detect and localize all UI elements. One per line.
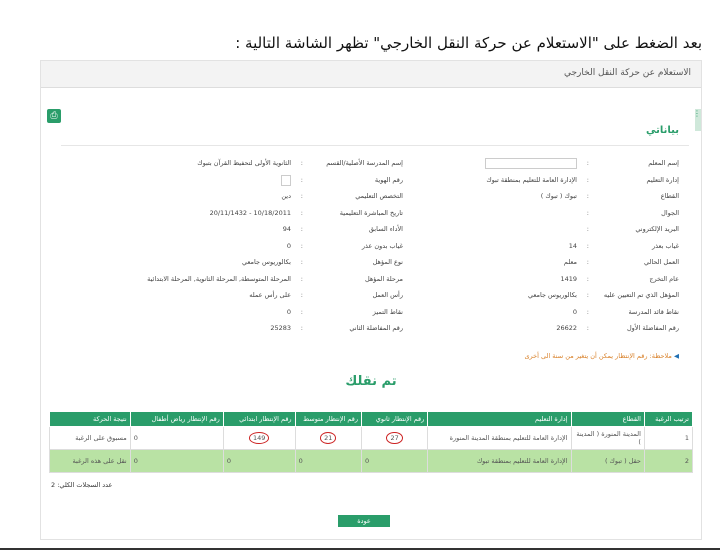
- school-field-label: تاريخ المباشرة التعليمية: [339, 208, 403, 217]
- column-header: رقم الإنتظار رياض أطفال: [130, 412, 223, 427]
- school-field-label: رقم المفاضلة الثاني: [349, 324, 403, 332]
- column-header: ترتيب الرغبة: [644, 412, 692, 427]
- teacher-field-colon: :: [586, 291, 589, 299]
- teacher-field-colon: :: [586, 159, 589, 167]
- school-field-value: الثانوية الأولى لتحفيظ القرآن بتبوك: [197, 159, 291, 167]
- table-cell: 2: [644, 450, 692, 473]
- school-field-colon: :: [300, 225, 303, 233]
- column-header: القطاع: [571, 412, 644, 427]
- teacher-field-label: البريد الإلكتروني: [635, 225, 679, 233]
- teacher-field-colon: :: [586, 324, 589, 332]
- table-cell: الإدارة العامة للتعليم بمنطقة تبوك: [428, 450, 571, 473]
- teacher-field-label: عام التخرج: [649, 274, 679, 283]
- school-field-colon: :: [300, 175, 303, 184]
- teacher-field-label: العمل الحالي: [643, 258, 679, 266]
- table-row: [50, 427, 693, 450]
- teacher-field-colon: :: [586, 175, 589, 184]
- school-field-value: 0: [286, 307, 291, 316]
- table-cell: 0: [361, 450, 427, 473]
- teacher-field-value: الإدارة العامة للتعليم بمنطقة تبوك: [486, 175, 577, 184]
- instruction-caption: بعد الضغط على "الاستعلام عن حركة النقل الخارجي" تظهر الشاشة التالية :: [235, 34, 702, 52]
- screenshot-frame: [40, 60, 702, 540]
- circled-waiting-number: 149: [249, 432, 269, 444]
- waiting-number-note: [524, 352, 679, 360]
- back-button[interactable]: عودة: [338, 515, 390, 527]
- bottom-divider: [0, 548, 720, 550]
- school-field-colon: :: [300, 291, 303, 299]
- school-field-label: مرحلة المؤهل: [364, 274, 403, 283]
- table-body: [50, 427, 693, 473]
- teacher-field-colon: :: [586, 307, 589, 316]
- table-header-row: [50, 412, 693, 427]
- teacher-field-value: معلم: [563, 258, 577, 266]
- school-field-input[interactable]: [281, 175, 291, 186]
- school-field-value: على رأس عمله: [249, 291, 291, 299]
- teacher-field-label: غياب بعذر: [651, 241, 679, 250]
- teacher-field-value: 14: [568, 241, 577, 250]
- table-cell: 0: [295, 450, 361, 473]
- table-cell: [223, 427, 295, 450]
- table-cell: [295, 427, 361, 450]
- teacher-field-label: القطاع: [660, 192, 679, 200]
- school-field-label: التخصص التعليمي: [355, 192, 403, 200]
- print-icon[interactable]: ⎙: [47, 109, 61, 123]
- column-header: رقم الإنتظار ابتدائي: [223, 412, 295, 427]
- school-field-value: المرحلة المتوسطة, المرحلة الثانوية, المرحلة الابتدائية: [147, 274, 291, 283]
- page-title: الاستعلام عن حركة النقل الخارجي: [563, 68, 691, 78]
- school-field-colon: :: [300, 241, 303, 250]
- note-text: ملاحظة: رقم الإنتظار يمكن أن يتغير من سنة الى أخرى: [524, 352, 672, 360]
- school-field-value: بكالوريوس جامعي: [241, 258, 291, 266]
- teacher-field-value: 26622: [556, 324, 577, 332]
- table-row: [50, 450, 693, 473]
- table-cell: مسبوق على الرغبة: [50, 427, 131, 450]
- table-cell: الإدارة العامة للتعليم بمنطقة المدينة المنورة: [428, 427, 571, 450]
- school-field-value: 10/18/2011 - 20/11/1432: [209, 208, 291, 217]
- school-field-colon: :: [300, 159, 303, 167]
- school-field-label: الأداء السابق: [368, 225, 403, 233]
- circled-waiting-number: 21: [320, 432, 336, 444]
- table-cell: [361, 427, 427, 450]
- school-field-colon: :: [300, 192, 303, 200]
- school-field-value: 25283: [270, 324, 291, 332]
- table-cell: 0: [223, 450, 295, 473]
- teacher-field-label: إسم المعلم: [648, 159, 679, 167]
- teacher-field-colon: :: [586, 192, 589, 200]
- teacher-field-colon: :: [586, 208, 589, 217]
- school-field-value: 94: [282, 225, 291, 233]
- school-field-colon: :: [300, 307, 303, 316]
- teacher-field-value: 1419: [560, 274, 577, 283]
- circled-waiting-number: 27: [386, 432, 402, 444]
- teacher-field-input[interactable]: [485, 158, 577, 169]
- column-header: نتيجة الحركة: [50, 412, 131, 427]
- teacher-field-value: بكالوريوس جامعي: [527, 291, 577, 299]
- column-header: إدارة التعليم: [428, 412, 571, 427]
- table-cell: نقل على هذه الرغبة: [50, 450, 131, 473]
- section-title: بياناتي: [646, 125, 679, 136]
- school-field-label: رقم الهوية: [374, 175, 403, 184]
- school-field-label: نوع المؤهل: [372, 258, 403, 266]
- top-bar: [41, 61, 701, 88]
- table-cell: 0: [130, 450, 223, 473]
- table-cell: حقل ( تبوك ): [571, 450, 644, 473]
- school-field-label: رأس العمل: [372, 291, 403, 299]
- school-field-colon: :: [300, 324, 303, 332]
- school-field-label: إسم المدرسة الأصلية/القسم: [326, 159, 403, 167]
- table-cell: المدينة المنورة ( المدينة ): [571, 427, 644, 450]
- section-divider: [61, 145, 689, 146]
- school-field-colon: :: [300, 208, 303, 217]
- column-header: رقم الإنتظار ثانوي: [361, 412, 427, 427]
- school-field-value: 0: [286, 241, 291, 250]
- transfer-results-table: [49, 411, 693, 473]
- school-field-label: نقاط التميز: [372, 307, 403, 316]
- teacher-field-label: المؤهل الذي تم التعيين عليه: [603, 291, 679, 299]
- table-cell: 0: [130, 427, 223, 450]
- teacher-field-label: رقم المفاضلة الأول: [626, 324, 679, 332]
- column-header: رقم الإنتظار متوسط: [295, 412, 361, 427]
- teacher-field-value: تبوك ( تبوك ): [540, 192, 577, 200]
- teacher-field-value: 0: [572, 307, 577, 316]
- teacher-field-colon: :: [586, 241, 589, 250]
- teacher-field-label: إدارة التعليم: [646, 175, 679, 184]
- teacher-field-colon: :: [586, 274, 589, 283]
- teacher-field-colon: :: [586, 225, 589, 233]
- school-field-colon: :: [300, 258, 303, 266]
- teacher-field-label: الجوال: [661, 208, 679, 217]
- table-cell: 1: [644, 427, 692, 450]
- school-field-colon: :: [300, 274, 303, 283]
- success-message: تم نقلك: [345, 374, 397, 389]
- school-field-value: دين: [281, 192, 291, 200]
- menu-handle-icon[interactable]: ⋮: [695, 109, 701, 131]
- teacher-field-colon: :: [586, 258, 589, 266]
- arrow-icon: ◀: [674, 352, 679, 360]
- school-field-label: غياب بدون عذر: [361, 241, 403, 250]
- record-count: عدد السجلات الكلي: 2: [51, 481, 113, 489]
- teacher-field-label: نقاط قائد المدرسة: [628, 307, 679, 316]
